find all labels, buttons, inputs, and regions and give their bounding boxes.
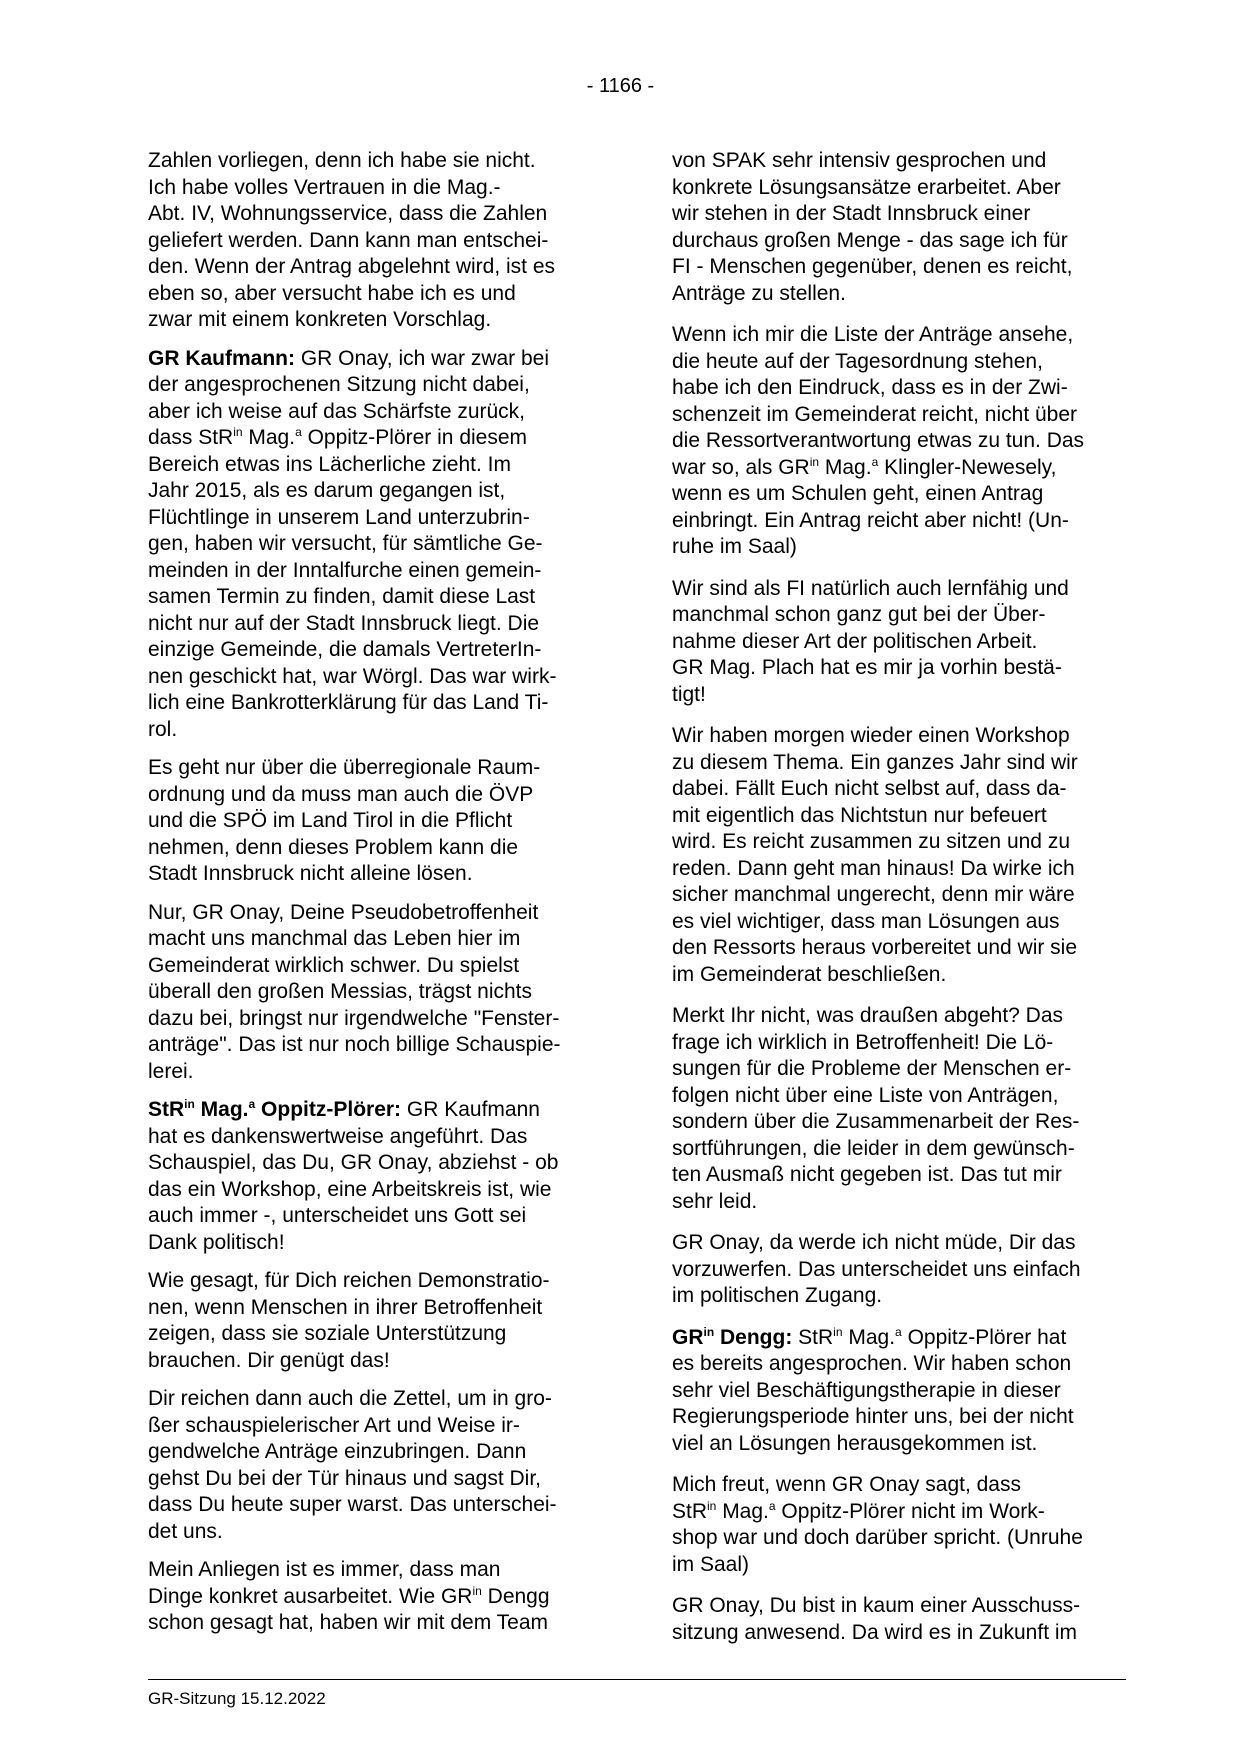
paragraph: GR Onay, da werde ich nicht müde, Dir das vorzuwerfen. Das unterscheidet uns einfach im politischen Zugang. bbox=[672, 1231, 1081, 1307]
paragraph: Merkt Ihr nicht, was draußen abgeht? Das frage ich wirklich in Betroffenheit! Die Lö- sungen für die Probleme der Menschen er- folgen nicht über eine Liste von Anträgen, sondern über die Zusammenarbeit der Res- sortführungen, die leider in dem gewünsch- ten Ausmaß nicht gegeben ist. Das tut mir sehr leid. bbox=[672, 1004, 1080, 1213]
superscript: a bbox=[895, 1324, 902, 1339]
superscript: a bbox=[295, 425, 302, 439]
paragraph: Mich freut, wenn GR Onay sagt, dass StR$^{in}$ Mag.$^a$ Oppitz-Plörer nicht im Work- shop war und doch darüber spricht. (Unruhe im Saal) bbox=[672, 1473, 1083, 1576]
paragraph: Zahlen vorliegen, denn ich habe sie nicht. Ich habe volles Vertrauen in die Mag.- Abt. IV, Wohnungsservice, dass die Zahlen geliefert werden. Dann kann man entschei- den. Wenn der Antrag abgelehnt wird, ist es eben so, aber versucht habe ich es und zwar mit einem konkreten Vorschlag. bbox=[148, 149, 556, 331]
superscript: in bbox=[809, 454, 820, 469]
paragraph: Wir haben morgen wieder einen Workshop zu diesem Thema. Ein ganzes Jahr sind wir dabei. Fällt Euch nicht selbst auf, dass da- mit eigentlich das Nichtstun nur befeuert wird. Es reicht zusammen zu sitzen und zu reden. Dann geht man hinaus! Da wirke ich sicher manchmal ungerecht, denn mir wäre es viel wichtiger, dass man Lösungen aus den Ressorts heraus vorbereitet und wir sie im Gemeinderat beschließen. bbox=[672, 724, 1078, 986]
paragraph: Wenn ich mir die Liste der Anträge ansehe, die heute auf der Tagesordnung stehen, habe ich den Eindruck, dass es in der Zwi- schenzeit im Gemeinderat reicht, nicht über die Ressortverantwortung etwas zu tun. Das war so, als $GR^{in}$ Mag.$^a$ Klingler-Newesely, wenn es um Schulen geht, einen Antrag einbringt. Ein Antrag reicht aber nicht! (Un- ruhe im Saal) bbox=[672, 323, 1085, 558]
paragraph: $GR^{in}$ Dengg: StR$^{in}$ Mag.$^a$ Oppitz-Plörer hat es bereits angesprochen. Wir haben schon sehr viel Beschäftigungstherapie in dieser Regierungsperiode hinter uns, bei der nicht viel an Lösungen herausgekommen ist. bbox=[672, 1324, 1074, 1455]
paragraph: von SPAK sehr intensiv gesprochen und konkrete Lösungsansätze erarbeitet. Aber wir stehen in der Stadt Innsbruck einer durchaus großen Menge - das sage ich für FI - Menschen gegenüber, denen es reicht, Anträge zu stellen. bbox=[672, 149, 1073, 305]
right-column bbox=[672, 148, 1122, 1661]
speaker-name: GR Kaufmann: bbox=[148, 346, 295, 370]
paragraph: Nur, GR Onay, Deine Pseudobetroffenheit macht uns manchmal das Leben hier im Gemeinderat wirklich schwer. Du spielst überall den großen Messias, trägst nichts dazu bei, bringst nur irgendwelche "Fenster- anträge". Das ist nur noch billige Schauspie- lerei. bbox=[148, 900, 561, 1083]
superscript: a bbox=[768, 1498, 776, 1513]
left-column bbox=[148, 148, 598, 1649]
page-number: - 1166 - bbox=[586, 75, 655, 97]
paragraph: Es geht nur über die überregionale Raum- ordnung und da muss man auch die ÖVP und die SPÖ im Land Tirol in die Pflicht nehmen, denn dieses Problem kann die Stadt Innsbruck nicht alleine lösen. bbox=[148, 756, 541, 885]
paragraph: Wir sind als FI natürlich auch lernfähig und manchmal schon ganz gut bei der Über- nahme dieser Art der politischen Arbeit. GR Mag. Plach hat es mir ja vorhin bestä- tigt! bbox=[672, 576, 1069, 706]
speaker-name: StR$^{in}$ Mag.$^a$ Oppitz-Plörer: bbox=[148, 1097, 402, 1121]
superscript: in bbox=[184, 1097, 195, 1111]
paragraph: GR Onay, Du bist in kaum einer Ausschuss- sitzung anwesend. Da wird es in Zukunft im bbox=[672, 1594, 1081, 1644]
superscript: in bbox=[472, 1583, 482, 1598]
speaker-name: $GR^{in}$ Dengg: bbox=[672, 1324, 793, 1349]
paragraph: Mein Anliegen ist es immer, dass man Dinge konkret ausarbeitet. Wie $GR^{in}$ Dengg schon gesagt hat, haben wir mit dem Team bbox=[148, 1558, 550, 1634]
paragraph: Dir reichen dann auch die Zettel, um in gro- ßer schauspielerischer Art und Weise ir- gendwelche Anträge einzubringen. Dann gehst Du bei der Tür hinaus und sagst Dir, dass Du heute super warst. Das unterschei- det uns. bbox=[148, 1387, 557, 1543]
superscript: a bbox=[248, 1097, 256, 1111]
footer-rule bbox=[148, 1679, 1126, 1680]
paragraph: StR$^{in}$ Mag.$^a$ Oppitz-Plörer: GR Kaufmann hat es dankenswertweise angeführt. Das Schauspiel, das Du, GR Onay, abziehst - ob das ein Workshop, eine Arbeitskreis ist, wie auch immer -, unterscheidet uns Gott sei Dank politisch! bbox=[148, 1097, 559, 1254]
paragraph: GR Kaufmann: GR Onay, ich war zwar bei der angesprochenen Sitzung nicht dabei, aber ich weise auf das Schärfste zurück, dass StR$^{in}$ Mag.$^a$ Oppitz-Plörer in diesem Bereich etwas ins Lächerliche zieht. Im Jahr 2015, als es darum gegangen ist, Flüchtlinge in unserem Land unterzubrin- gen, haben wir versucht, für sämtliche Ge- meinden in der Inntalfurche einen gemein- samen Termin zu finden, damit diese Last nicht nur auf der Stadt Innsbruck liegt. Die einzige Gemeinde, die damals VertreterIn- nen geschickt hat, war Wörgl. Das war wirk- lich eine Bankrotterklärung für das Land Ti- rol. bbox=[148, 346, 557, 741]
superscript: in bbox=[833, 1324, 843, 1339]
superscript: in bbox=[703, 1324, 715, 1339]
superscript: in bbox=[233, 425, 243, 439]
footer-text: GR-Sitzung 15.12.2022 bbox=[148, 1689, 326, 1708]
superscript: in bbox=[707, 1498, 717, 1513]
paragraph: Wie gesagt, für Dich reichen Demonstratio- nen, wenn Menschen in ihrer Betroffenheit zeigen, dass sie soziale Unterstützung brauchen. Dir genügt das! bbox=[148, 1269, 550, 1372]
superscript: a bbox=[871, 454, 879, 469]
